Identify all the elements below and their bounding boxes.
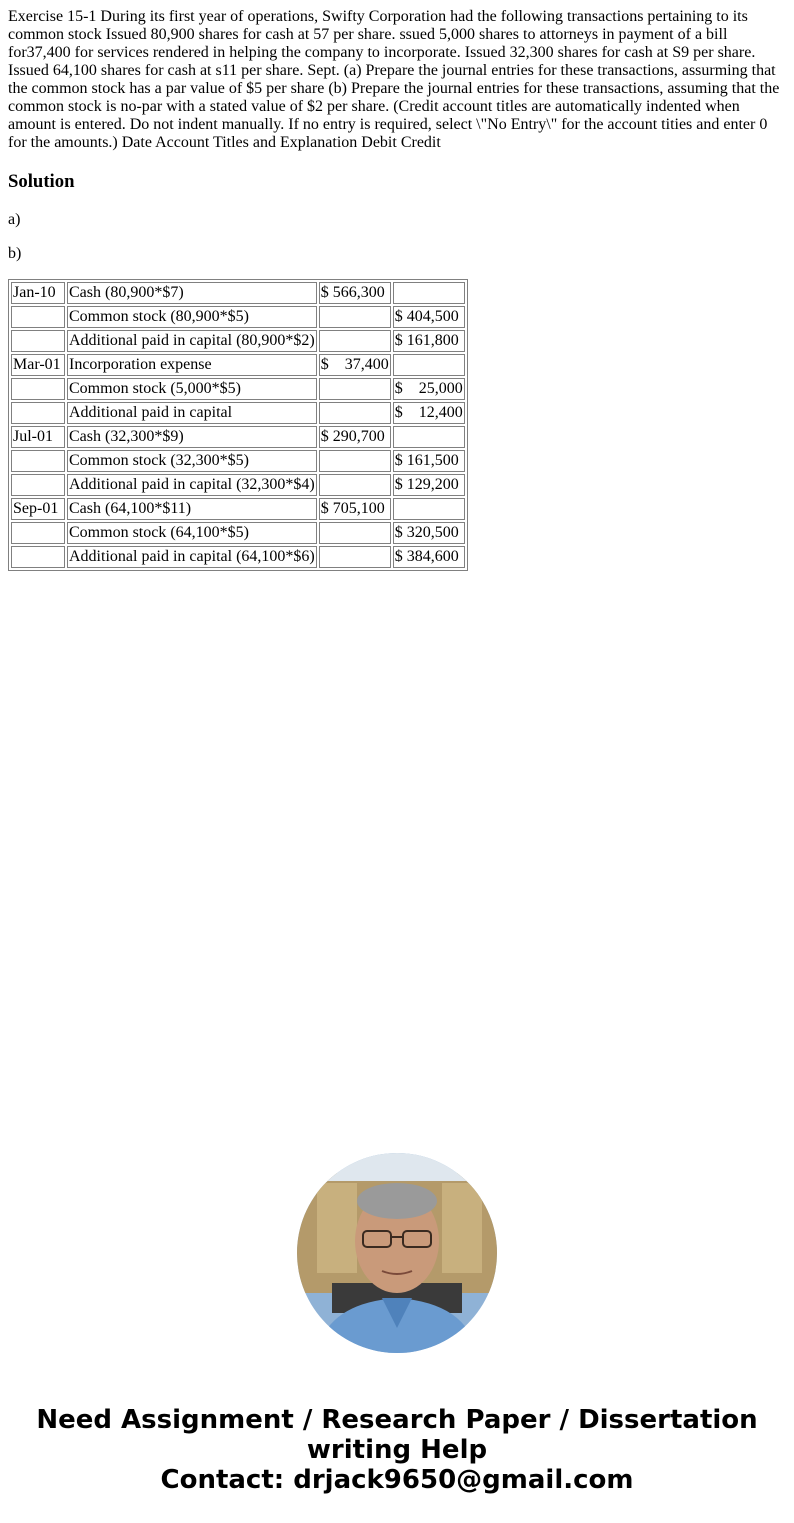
- date-cell: Mar-01: [11, 354, 65, 376]
- account-cell: Additional paid in capital (64,100*$6): [67, 546, 317, 568]
- account-cell: Cash (64,100*$11): [67, 498, 317, 520]
- question-text: Exercise 15-1 During its first year of operations, Swifty Corporation had the following transactions pertaining to its common stock Issued 80,900 shares for cash at 57 per share. ssued 5,000 shares to attorneys in payment of a bill for37,400 for services rendered in helping the company to incorporate. Issued 32,300 shares for cash at S9 per share. Issued 64,100 shares for cash at s11 per share. Sept. (a) Prepare the journal entries for these transactions, assurming that the common stock has a par value of $5 per share (b) Prepare the journal entries for these transactions, assuming that the common stock is no-par with a stated value of $2 per share. (Credit account titles are automatically indented when amount is entered. Do not indent manually. If no entry is required, select \"No Entry\" for the account tities and enter 0 for the amounts.) Date Account Titles and Explanation Debit Credit: [8, 8, 780, 151]
- credit-cell: $ 384,600: [393, 546, 465, 568]
- date-cell: Jul-01: [11, 426, 65, 448]
- credit-cell: [393, 354, 465, 376]
- account-cell: Additional paid in capital (80,900*$2): [67, 330, 317, 352]
- account-cell: Additional paid in capital (32,300*$4): [67, 474, 317, 496]
- account-cell: Additional paid in capital: [67, 402, 317, 424]
- credit-cell: $ 25,000: [393, 378, 465, 400]
- date-cell: [11, 522, 65, 544]
- debit-cell: [319, 546, 391, 568]
- date-cell: [11, 450, 65, 472]
- credit-cell: $ 12,400: [393, 402, 465, 424]
- credit-cell: $ 161,500: [393, 450, 465, 472]
- account-cell: Common stock (5,000*$5): [67, 378, 317, 400]
- debit-cell: $ 290,700: [319, 426, 391, 448]
- journal-row: [11, 378, 465, 400]
- credit-cell: $ 161,800: [393, 330, 465, 352]
- journal-entries-table: [8, 279, 468, 571]
- journal-row: [11, 354, 465, 376]
- journal-row: [11, 426, 465, 448]
- debit-cell: [319, 402, 391, 424]
- date-cell: [11, 546, 65, 568]
- footer-line-1: Need Assignment / Research Paper / Dissertation: [36, 1405, 758, 1435]
- date-cell: Jan-10: [11, 282, 65, 304]
- date-cell: [11, 330, 65, 352]
- credit-cell: $ 404,500: [393, 306, 465, 328]
- footer-line-3: Contact: drjack9650@gmail.com: [160, 1465, 634, 1495]
- journal-row: [11, 402, 465, 424]
- journal-row: [11, 306, 465, 328]
- part-b-label: b): [8, 245, 22, 262]
- account-cell: Incorporation expense: [67, 354, 317, 376]
- date-cell: [11, 306, 65, 328]
- date-cell: [11, 402, 65, 424]
- date-cell: Sep-01: [11, 498, 65, 520]
- part-a-label: a): [8, 211, 21, 228]
- debit-cell: $ 705,100: [319, 498, 391, 520]
- journal-row: [11, 522, 465, 544]
- debit-cell: [319, 450, 391, 472]
- account-cell: Cash (32,300*$9): [67, 426, 317, 448]
- author-portrait-icon: [297, 1153, 497, 1353]
- journal-row: [11, 546, 465, 568]
- credit-cell: [393, 498, 465, 520]
- debit-cell: [319, 522, 391, 544]
- credit-cell: $ 129,200: [393, 474, 465, 496]
- footer-contact: [0, 1405, 794, 1495]
- debit-cell: $ 566,300: [319, 282, 391, 304]
- author-photo: [297, 1153, 497, 1353]
- debit-cell: $ 37,400: [319, 354, 391, 376]
- journal-row: [11, 498, 465, 520]
- debit-cell: [319, 306, 391, 328]
- credit-cell: $ 320,500: [393, 522, 465, 544]
- account-cell: Cash (80,900*$7): [67, 282, 317, 304]
- journal-row: [11, 282, 465, 304]
- debit-cell: [319, 474, 391, 496]
- journal-row: [11, 330, 465, 352]
- debit-cell: [319, 378, 391, 400]
- credit-cell: [393, 426, 465, 448]
- debit-cell: [319, 330, 391, 352]
- credit-cell: [393, 282, 465, 304]
- date-cell: [11, 474, 65, 496]
- journal-row: [11, 450, 465, 472]
- account-cell: Common stock (32,300*$5): [67, 450, 317, 472]
- journal-row: [11, 474, 465, 496]
- date-cell: [11, 378, 65, 400]
- account-cell: Common stock (80,900*$5): [67, 306, 317, 328]
- account-cell: Common stock (64,100*$5): [67, 522, 317, 544]
- solution-heading: Solution: [8, 171, 75, 192]
- footer-line-2: writing Help: [306, 1435, 488, 1465]
